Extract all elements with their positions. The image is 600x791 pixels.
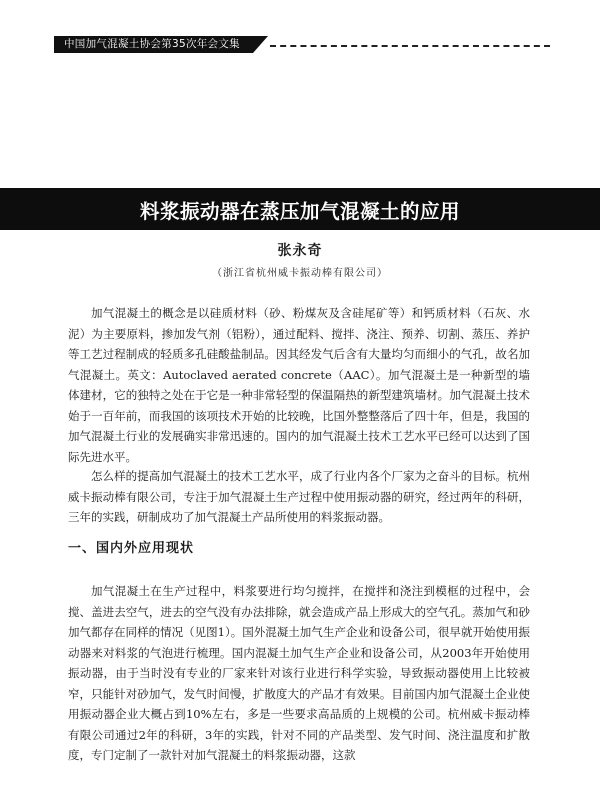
header-dashed-rule	[270, 45, 550, 47]
body-paragraph: 加气混凝土的概念是以硅质材料（砂、粉煤灰及含硅尾矿等）和钙质材料（石灰、水泥）为主要原料，掺加发气剂（铝粉），通过配料、搅拌、浇注、预养、切割、蒸压、养护等工艺过程制成的轻质多孔硅酸盐制品。因其经发气后含有大量均匀而细小的气孔，故名加气混凝土。英文：Autoclaved aerated concrete（AAC）。加气混凝土是一种新型的墙体建材，它的独特之处在于它是一种非常轻型的保温隔热的新型建筑墙材。加气混凝土技术始于一百年前，而我国的该项技术开始的比较晚，比国外整整落后了四十年，但是，我国的加气混凝土行业的发展确实非常迅速的。国内的加气混凝土技术工艺水平已经可以达到了国际先进水平。	[68, 306, 530, 464]
running-header-title: 中国加气混凝土协会第35次年会文集	[64, 38, 240, 50]
body-paragraph: 怎么样的提高加气混凝土的技术工艺水平，成了行业内各个厂家为之奋斗的目标。杭州威卡振动棒有限公司，专注于加气混凝土生产过程中使用振动器的研究，经过两年的科研，三年的实践，研制成功了加气混凝土产品所使用的料浆振动器。	[68, 469, 530, 524]
article-author: 张永奇	[277, 243, 323, 259]
article-title: 料浆振动器在蒸压加气混凝土的应用	[139, 200, 460, 223]
author-affiliation: （浙江省杭州威卡振动棒有限公司）	[212, 268, 388, 279]
body-paragraph: 加气混凝土在生产过程中，料浆要进行均匀搅拌，在搅拌和浇注到模框的过程中，会搅、盖进去空气，进去的空气没有办法排除，就会造成产品上形成大的空气孔。蒸加气和砂加气都存在同样的情况（见图1）。国外混凝土加气生产企业和设备公司，很早就开始使用振动器来对料浆的气泡进行梳理。国内混凝土加气生产企业和设备公司，从2003年开始使用振动器，由于当时没有专业的厂家来针对该行业进行科学实验，导致振动器使用上比较被窄，只能针对砂加气，发气时间慢，扩散度大的产品才有效果。目前国内加气混凝土企业使用振动器企业大概占到10%左右，多是一些要求高品质的上规模的公司。杭州威卡振动棒有限公司通过2年的科研，3年的实践，针对不同的产品类型、发气时间、浇注温度和扩散度，专门定制了一款针对加气混凝土的料浆振动器，这款	[68, 584, 530, 762]
section-heading: 一、国内外应用现状	[68, 541, 195, 556]
